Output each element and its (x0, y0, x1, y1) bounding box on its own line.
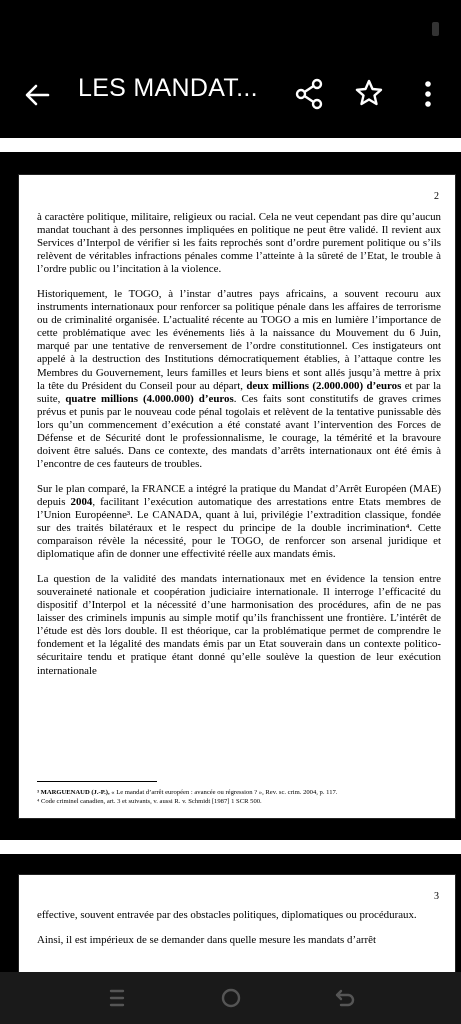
footnote: ⁴ Code criminel canadien, art. 3 et suivants, v. aussi R. v. Schmidt [1987] 1 SCR 500. (37, 798, 262, 805)
page-separator (0, 840, 461, 854)
system-nav-bar (0, 972, 461, 1024)
document-viewer[interactable] (0, 134, 461, 972)
paragraph: Sur le plan comparé, la FRANCE a intégré la pratique du Mandat d’Arrêt Européen (MAE) depuis 2004, facilitant l’exécution automatique des arrestations entre Etats membres de l’Union Européenne³. Le CANADA, quant à lui, privilégie l’extradition classique, fondée sur des traités bilatéraux et le respect du principe de la double incrimination⁴. Cette comparaison révèle la nécessité, pour le TOGO, de renforcer son arsenal juridique et diplomatique afin de donner une effectivité réelle aux mandats émis. (37, 482, 441, 561)
page-number: 3 (434, 891, 439, 902)
status-bar (0, 0, 461, 62)
paragraph: effective, souvent entravée par des obstacles politiques, diplomatiques ou procéduraux. (37, 909, 417, 921)
home-icon[interactable] (218, 986, 244, 1010)
back-arrow-icon[interactable] (22, 80, 52, 110)
paragraph: Historiquement, le TOGO, à l’instar d’autres pays africains, a souvent recouru aux instruments internationaux pour renforcer sa politique pénale dans les affaires de terrorisme ou de criminalité organisée. L’actualité récente au TOGO a mis en lumière l’importance de cette problématique avec les événements liés à la naissance du Mouvement du 6 Juin, marqué par une tentative de renversement de l’ordre constitutionnel. Ces instigateurs ont appelé à la destruction des Institutions démocratiquement établies, à l’attaque contre les Membres du Gouvernement, leurs familles et leurs biens et sont allés jusqu’à mettre à prix la tête du Président du Conseil pour au départ, deux millions (2.000.000) d’euros et par la suite, quatre millions (4.000.000) d’euros. Ces faits sont constitutifs de graves crimes prévus et punis par le nouveau code pénal togolais et relèvent de la tentative punissable dès lors qu’un commencement d’exécution a été constaté avant l’intervention des Forces de Défense et de Sécurité dont le professionnalisme, le courage, la témérité et la bravoure doivent être salués. Dans ce contexte, des mandats d’arrêts internationaux ont été émis à l’encontre de ces fauteurs de troubles. (37, 288, 442, 470)
paragraph: La question de la validité des mandats internationaux met en évidence la tension entre souveraineté nationale et coopération judiciaire internationale. Il interroge l’efficacité du dispositif d’Interpol et la nécessité d’une harmonisation des procédures, afin de ne pas laisser des criminels impunis au simple motif qu’ils franchissent une frontière. L’intérêt de l’étude est dès lors double. Il est théorique, car la problématique permet de comprendre le fondement et la légalité des mandats émis par un Etat souverain dans un contexte politico-sécuritaire tendu et pratique étant donné qu’elle soulève la question de leur exécution internationale (37, 573, 441, 677)
recent-apps-icon[interactable] (104, 986, 130, 1010)
footnote: ³ MARGUENAUD (J.-P.), « Le mandat d’arrêt européen : avancée ou régression ? », Rev. sc. crim. 2004, p. 117. (37, 789, 338, 796)
star-icon[interactable] (354, 78, 384, 108)
system-back-icon[interactable] (332, 986, 358, 1010)
footnotes (37, 788, 441, 806)
page-separator (0, 138, 461, 152)
paragraph: Ainsi, il est impérieux de se demander dans quelle mesure les mandats d’arrêt (37, 934, 377, 947)
page-body (37, 211, 441, 690)
footnote-rule (37, 781, 157, 782)
page-body (37, 909, 441, 959)
app-bar (0, 62, 461, 134)
paragraph: à caractère politique, militaire, religieux ou racial. Cela ne veut cependant pas dire qu’aucun mandat touchant à des personnes impliquées en politique ne peut être validé. Il revient aux Services d’Interpol de vérifier si les faits reprochés sont d’ordre purement politique ou s’ils relèvent de véritables infractions pénales comme l’atteinte à la sûreté de l’Etat, le trouble à l’ordre public ou l’incitation à la violence. (37, 211, 441, 276)
page-2 (18, 174, 456, 819)
document-title: LES MANDAT... (78, 74, 258, 102)
battery-icon (432, 22, 439, 36)
page-3 (18, 874, 456, 972)
page-number: 2 (434, 191, 439, 202)
share-icon[interactable] (294, 78, 324, 110)
more-options-icon[interactable] (418, 78, 438, 110)
